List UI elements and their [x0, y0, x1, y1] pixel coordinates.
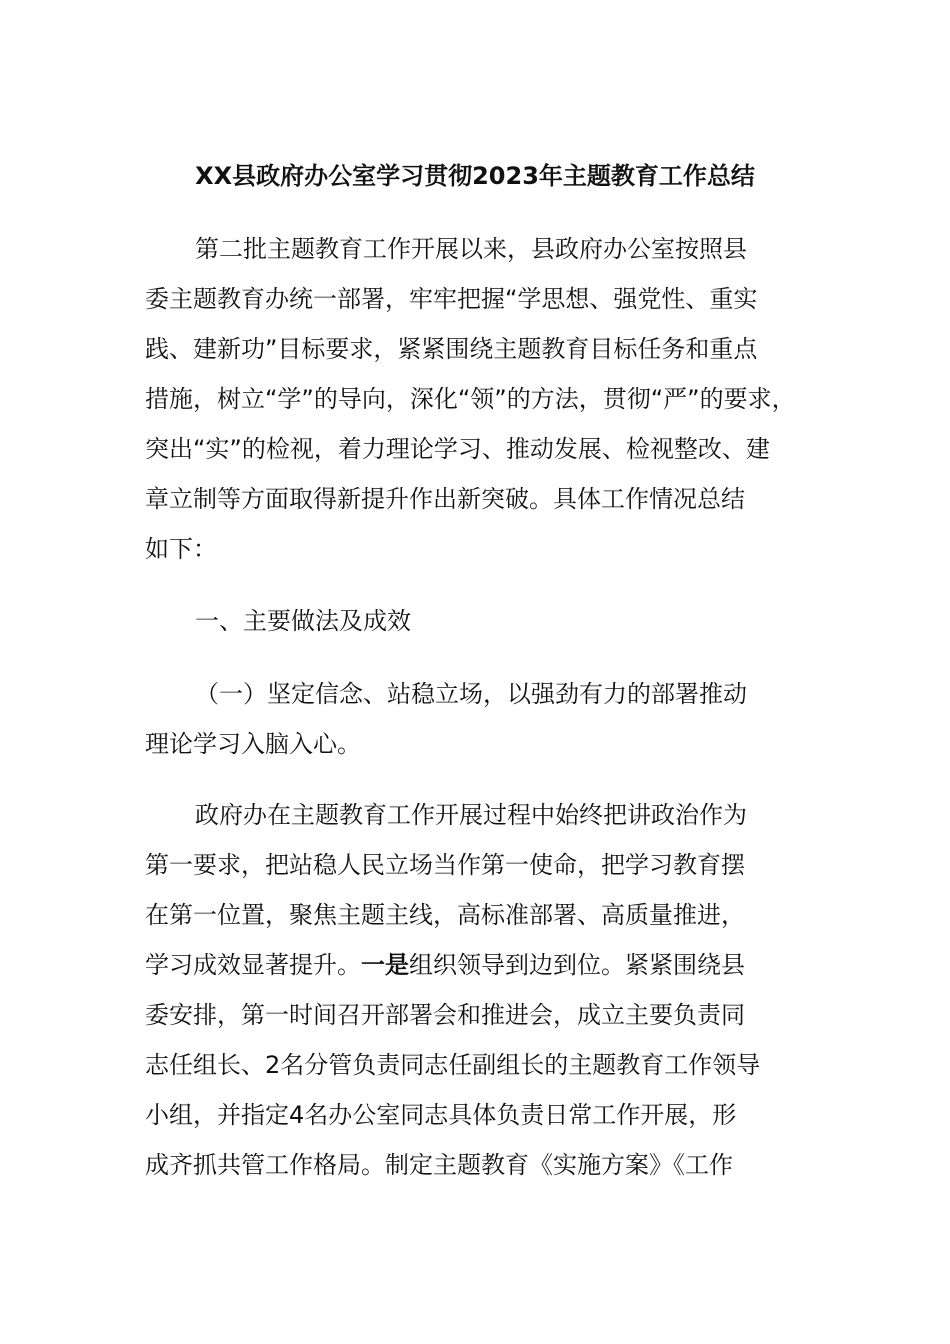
intro-line: 践、建新功”目标要求，紧紧围绕主题教育目标任务和重点 — [145, 335, 758, 363]
body-text: 学习成效显著提升。 — [145, 951, 361, 979]
body-line: 委安排，第一时间召开部署会和推进会，成立主要负责同 — [145, 1001, 745, 1029]
body-line: 志任组长、2名分管负责同志任副组长的主题教育工作领导 — [145, 1051, 761, 1079]
document-title: XX县政府办公室学习贯彻2023年主题教育工作总结 — [195, 162, 755, 190]
body-line: 小组，并指定4名办公室同志具体负责日常工作开展，形 — [145, 1101, 737, 1129]
intro-line: 章立制等方面取得新提升作出新突破。具体工作情况总结 — [145, 485, 745, 513]
subsection-heading-line: （一）坚定信念、站稳立场，以强劲有力的部署推动 — [195, 680, 747, 708]
intro-line: 措施，树立“学”的导向，深化“领”的方法，贯彻“严”的要求， — [145, 385, 796, 413]
section-heading: 一、主要做法及成效 — [195, 607, 411, 635]
body-line: 在第一位置，聚焦主题主线，高标准部署、高质量推进， — [145, 901, 745, 929]
intro-line: 如下： — [145, 535, 217, 563]
body-text: 组织领导到边到位。紧紧围绕县 — [409, 951, 745, 979]
intro-line: 委主题教育办统一部署，牢牢把握“学思想、强党性、重实 — [145, 285, 758, 313]
subsection-heading-line: 理论学习入脑入心。 — [145, 730, 361, 758]
body-line: 第一要求，把站稳人民立场当作第一使命，把学习教育摆 — [145, 851, 745, 879]
body-line: 成齐抓共管工作格局。制定主题教育《实施方案》《工作 — [145, 1151, 733, 1179]
intro-line: 第二批主题教育工作开展以来，县政府办公室按照县 — [195, 235, 747, 263]
intro-line: 突出“实”的检视，着力理论学习、推动发展、检视整改、建 — [145, 435, 770, 463]
emphasis-first: 一是 — [361, 951, 409, 979]
body-line: 政府办在主题教育工作开展过程中始终把讲政治作为 — [195, 801, 747, 829]
body-line-mixed — [145, 945, 745, 985]
